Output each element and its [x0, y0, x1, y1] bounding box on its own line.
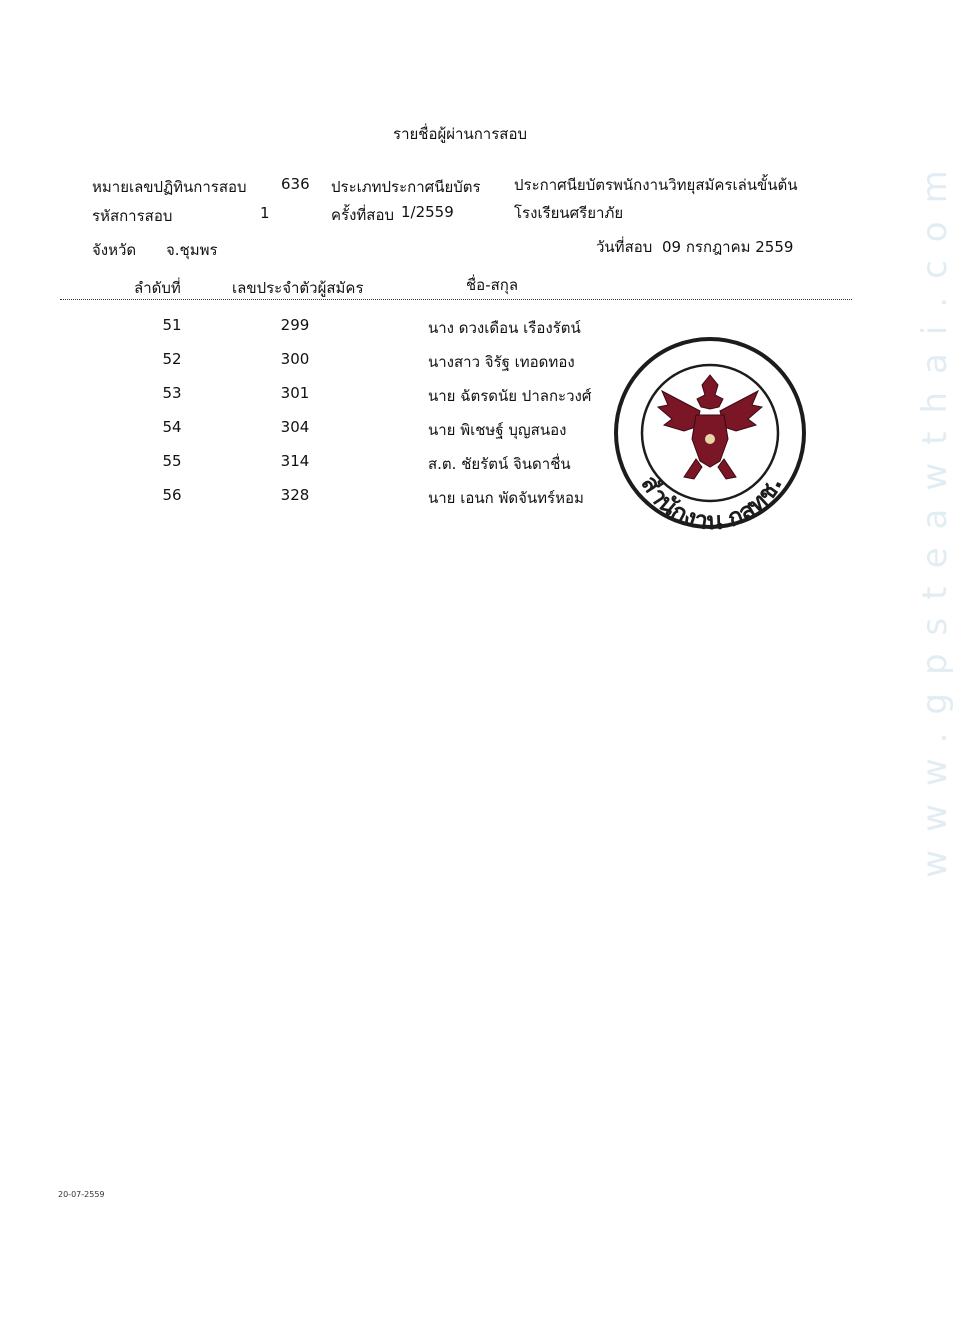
row-name: นาย พิเชษฐ์ บุญสนอง [428, 421, 567, 439]
row-index: 54 [162, 418, 182, 436]
column-header-index: ลำดับที่ [134, 279, 181, 297]
exam-date-label: วันที่สอบ [596, 238, 653, 256]
row-index: 53 [162, 384, 182, 402]
table-row [0, 418, 960, 448]
row-name: นาย เอนก พัดจันทร์หอม [428, 489, 584, 507]
garuda-emblem-icon [658, 375, 762, 479]
round-value: 1/2559 [401, 203, 454, 221]
province-label: จังหวัด [92, 241, 137, 259]
row-applicant-no: 304 [280, 418, 310, 436]
header-divider [60, 299, 852, 300]
row-index: 51 [162, 316, 182, 334]
certificate-type-label: ประเภทประกาศนียบัตร [331, 178, 481, 196]
table-row [0, 452, 960, 482]
row-applicant-no: 328 [280, 486, 310, 504]
row-name: นางสาว จิรัฐ เทอดทอง [428, 353, 575, 371]
exam-date-value: 09 กรกฎาคม 2559 [662, 238, 794, 256]
column-header-name: ชื่อ-สกุล [466, 276, 519, 294]
table-row [0, 316, 960, 346]
exam-code-value: 1 [260, 204, 270, 222]
stamp-graphic [612, 335, 808, 531]
venue: โรงเรียนศรียาภัย [514, 204, 624, 222]
exam-code-label: รหัสการสอบ [92, 207, 173, 225]
exam-calendar-label: หมายเลขปฏิทินการสอบ [92, 178, 247, 196]
row-name: นาย ฉัตรดนัย ปาลกะวงศ์ [428, 387, 592, 405]
row-index: 52 [162, 350, 182, 368]
exam-calendar-value: 636 [281, 175, 310, 193]
table-row [0, 486, 960, 516]
row-applicant-no: 300 [280, 350, 310, 368]
table-row [0, 350, 960, 380]
table-row [0, 384, 960, 414]
row-applicant-no: 301 [280, 384, 310, 402]
round-label: ครั้งที่สอบ [331, 206, 394, 224]
row-applicant-no: 299 [280, 316, 310, 334]
footer-date: 20-07-2559 [58, 1190, 105, 1199]
certificate-type-value: ประกาศนียบัตรพนักงานวิทยุสมัครเล่นขั้นต้น [514, 176, 798, 194]
row-index: 55 [162, 452, 182, 470]
province-value: จ.ชุมพร [166, 241, 218, 259]
stamp-text: สำนักงาน กสทช. [635, 470, 788, 531]
row-index: 56 [162, 486, 182, 504]
official-stamp [612, 335, 808, 531]
row-applicant-no: 314 [280, 452, 310, 470]
row-name: นาง ดวงเดือน เรืองรัตน์ [428, 319, 581, 337]
page-title: รายชื่อผู้ผ่านการสอบ [393, 125, 527, 143]
column-header-applicant-no: เลขประจำตัวผู้สมัคร [232, 279, 364, 297]
watermark-text: www.gpsteawthai.com [915, 152, 955, 878]
row-name: ส.ต. ชัยรัตน์ จินดาชื่น [428, 455, 571, 473]
